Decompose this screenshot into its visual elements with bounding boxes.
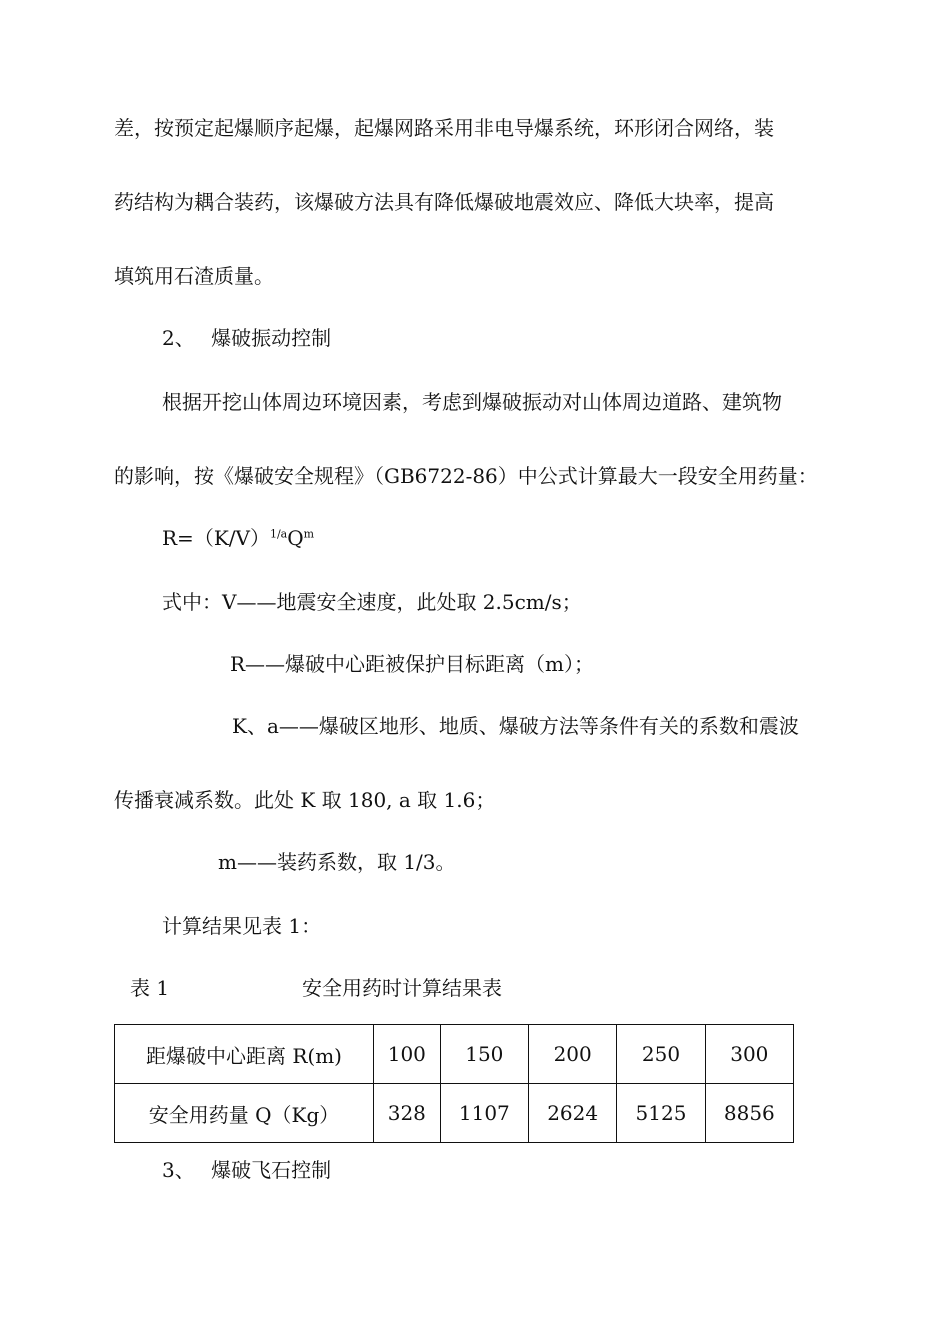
table-row bbox=[115, 1084, 794, 1143]
definition-r: R——爆破中心距被保护目标距离（m）； bbox=[230, 652, 595, 676]
definition-ka: K、a——爆破区地形、地质、爆破方法等条件有关的系数和震波 bbox=[232, 714, 799, 738]
table-cell: 328 bbox=[374, 1084, 441, 1143]
section-heading: 3、 爆破飞石控制 bbox=[162, 1158, 332, 1182]
table-reference: 计算结果见表 1： bbox=[162, 914, 322, 938]
section-heading: 2、 爆破振动控制 bbox=[162, 326, 332, 350]
formula-exponent: 1/a bbox=[269, 527, 288, 541]
table-cell: 250 bbox=[617, 1025, 705, 1084]
table-cell: 5125 bbox=[617, 1084, 705, 1143]
formula-base: R=（K/V） bbox=[162, 526, 270, 550]
paragraph-line: 差，按预定起爆顺序起爆，起爆网路采用非电导爆系统，环形闭合网络，装 bbox=[114, 116, 774, 140]
paragraph-line: 根据开挖山体周边环境因素，考虑到爆破振动对山体周边道路、建筑物 bbox=[162, 390, 782, 414]
table-cell: 1107 bbox=[440, 1084, 528, 1143]
table-row bbox=[115, 1025, 794, 1084]
paragraph-line: 的影响，按《爆破安全规程》（GB6722-86）中公式计算最大一段安全用药量： bbox=[114, 464, 818, 488]
paragraph-line: 填筑用石渣质量。 bbox=[114, 264, 274, 288]
definition-v: 式中：V——地震安全速度，此处取 2.5cm/s； bbox=[162, 590, 582, 614]
table-cell: 2624 bbox=[529, 1084, 617, 1143]
table-label: 表 1 bbox=[130, 976, 170, 1000]
definition-m: m——装药系数，取 1/3。 bbox=[218, 850, 456, 874]
table-title: 安全用药时计算结果表 bbox=[302, 976, 502, 1000]
table-cell: 100 bbox=[374, 1025, 441, 1084]
definition-ka-continued: 传播衰减系数。此处 K 取 180, a 取 1.6； bbox=[114, 788, 496, 812]
formula bbox=[162, 526, 314, 550]
paragraph-line: 药结构为耦合装药，该爆破方法具有降低爆破地震效应、降低大块率，提高 bbox=[114, 190, 774, 214]
table-cell: 200 bbox=[529, 1025, 617, 1084]
table-cell: 300 bbox=[705, 1025, 793, 1084]
table-row-header: 距爆破中心距离 R(m) bbox=[115, 1025, 374, 1084]
result-table bbox=[114, 1024, 794, 1143]
formula-q-exponent: m bbox=[303, 527, 315, 541]
table-cell: 8856 bbox=[705, 1084, 793, 1143]
table-cell: 150 bbox=[440, 1025, 528, 1084]
formula-q: Q bbox=[287, 526, 304, 550]
table-row-header: 安全用药量 Q（Kg） bbox=[115, 1084, 374, 1143]
